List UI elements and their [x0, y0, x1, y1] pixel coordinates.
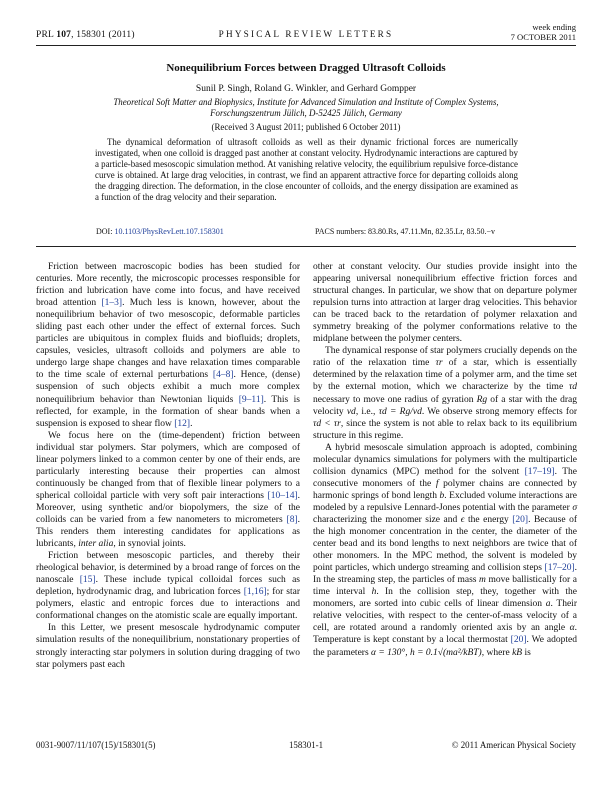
- text: other at constant velocity. Our studies provide insight into the appearing universal nonequilibrium effective friction forces and structural changes. In particular, we show that on departure polymer repulsion turns into attraction at larger drag velocities. This behavior can be traced back to the retardation of polymer relaxation and symmetry breaking of the polymer conformations relative to the midplane between the polymer centers.: [313, 262, 577, 345]
- text: . Excluded volume interactions are modeled by a repulsive Lennard-Jones potential with the parameter: [313, 490, 577, 513]
- abstract: The dynamical deformation of ultrasoft colloids as well as their dynamic frictional forces are numerically investigated, when one colloid is dragged past another at constant velocity. Hydrodynamic interactions are captured by a particle-based mesoscopic simulation method. At vanishing relative velocity, the equilibrium repulsive force-distance curve is obtained. At large drag velocities, in contrast, we find an apparent attractive force for departing colloids along the dragging direction. The deformation, in the close encounter of colloids, and the energy dissipation are examined as a function of the drag velocity and their separation.: [95, 137, 518, 203]
- left-column: [36, 261, 300, 671]
- page-number: 158301-1: [288, 740, 324, 750]
- text: . This is reflected, for example, in the formation of shear bands when a suspension is exposed to shear flow: [36, 394, 300, 429]
- article-code: 0031-9007/11/107(15)/158301(5): [36, 740, 156, 750]
- affiliation: [36, 97, 576, 119]
- citation-link[interactable]: [12]: [174, 418, 191, 429]
- citation-link[interactable]: [17–19]: [524, 466, 555, 477]
- text: of a star, which is essentially determined by the relaxation time of a polymer arm, and the time set by the external motion, which we characterize by the time: [313, 358, 578, 393]
- affiliation-line: Forschungszentrum Jülich, D-52425 Jülich, Germany: [210, 108, 402, 118]
- running-head: [36, 22, 576, 44]
- text: . We adopted the parameters: [313, 635, 577, 658]
- paragraph: [36, 261, 300, 430]
- math-symbol: f: [435, 478, 439, 489]
- text: , since the system is not able to relax back to its equilibrium structure in this regime.: [313, 418, 577, 441]
- citation-link[interactable]: [15]: [79, 575, 96, 586]
- page-footer: [36, 740, 576, 754]
- citation-link[interactable]: [4–8]: [212, 370, 234, 381]
- text: The dynamical response of star polymers crucially depends on the ratio of the relaxation time: [313, 346, 577, 369]
- paragraph: [36, 550, 300, 622]
- citation-link[interactable]: [1,16]: [243, 587, 267, 598]
- emphasis: inter alia: [78, 539, 114, 550]
- math-symbol: Rg: [476, 394, 488, 405]
- text: . Their relative velocities, with respect to the center-of-mass velocity of a cell, are rotated around a randomly oriented axis by an angle: [313, 599, 577, 634]
- text: A hybrid mesoscale simulation approach is adopted, combining molecular dynamics simulations for polymers with the multiparticle collision dynamics (MPC) method for the solvent: [313, 442, 577, 477]
- doi-link[interactable]: 10.1103/PhysRevLett.107.158301: [114, 227, 224, 236]
- text: necessary to move one radius of gyration: [313, 394, 477, 405]
- text: the energy: [464, 514, 513, 525]
- text: . These include typical colloidal forces such as depletion, hydrodynamic drag, and lubrication forces: [36, 575, 300, 598]
- paragraph: [36, 622, 300, 670]
- citation-link[interactable]: [1–3]: [101, 298, 123, 309]
- text: of a star with the drag velocity: [313, 394, 577, 417]
- pacs-numbers: PACS numbers: 83.80.Rs, 47.11.Mn, 82.35.Lr, 83.50.−v: [315, 227, 496, 236]
- text: is: [522, 647, 531, 658]
- paragraph: [313, 442, 577, 659]
- issue-date-value: 7 OCTOBER 2011: [510, 32, 576, 42]
- text: , in synovial joints.: [113, 539, 186, 550]
- text: Friction between macroscopic bodies has been studied for centuries. More recently, the microscopic processes responsible for friction and lubrication have come into focus, and have received broad attention: [36, 262, 300, 309]
- math-expression: α = 130°, h = 0.1√(ma²/kBT): [371, 647, 482, 658]
- text: . Hence, (dense) suspension of such objects exhibit a much more complex nonequilibrium behavior than Newtonian liquids: [36, 370, 300, 405]
- text: . This renders them interesting candidates for applications as lubricants,: [36, 514, 300, 550]
- math-symbol: τr: [435, 358, 443, 369]
- copyright: © 2011 American Physical Society: [451, 740, 576, 750]
- affiliation-line: Theoretical Soft Matter and Biophysics, Institute for Advanced Simulation and Institute of Complex Systems,: [113, 97, 499, 107]
- text: , where: [481, 647, 513, 658]
- week-ending-label: week ending: [532, 22, 576, 32]
- text: In this Letter, we present mesoscale hydrodynamic computer simulation results of the nonequilibrium, nonstationary properties of strongly interacting star polymers in solution during dragging of two star polymers past each: [36, 623, 300, 670]
- text: . Temperature is kept constant by a local thermostat: [313, 623, 577, 646]
- text: . In the collision step, they, together with the monomers, are sorted into cubic cells of linear dimension: [313, 587, 577, 610]
- math-expression: τd = Rg/vd: [378, 406, 422, 417]
- math-symbol: ϵ: [460, 514, 465, 525]
- journal-name: PHYSICAL REVIEW LETTERS: [218, 29, 394, 39]
- volume: 107: [56, 30, 72, 40]
- text: polymer chains are connected by harmonic springs of bond length: [313, 478, 578, 501]
- math-symbol: σ: [572, 502, 577, 513]
- text: . We observe strong memory effects for: [421, 406, 577, 417]
- citation-link[interactable]: [9–11]: [238, 394, 264, 405]
- math-symbol: α: [569, 623, 575, 634]
- math-symbol: kB: [512, 647, 523, 658]
- math-symbol: vd: [346, 406, 356, 417]
- right-column: [313, 261, 577, 659]
- article-title: Nonequilibrium Forces between Dragged Ultrasoft Colloids: [166, 62, 446, 74]
- citation-link[interactable]: [20]: [510, 635, 527, 646]
- citation-link[interactable]: [10–14]: [267, 490, 298, 501]
- issue-date: [511, 22, 576, 42]
- doi-label: DOI:: [96, 227, 113, 236]
- header-rule: [36, 45, 576, 46]
- text: ; for star polymers, elastic and entropic forces due to interactions and conformational changes on the atomistic scale are equally important.: [36, 587, 301, 622]
- journal-prefix: PRL: [36, 30, 54, 40]
- math-expression: τd < τr: [313, 418, 341, 429]
- text: move ballistically for a time interval: [313, 575, 577, 598]
- paragraph: [313, 261, 577, 345]
- text: . Because of the high monomer concentration in the center, the diameter of the center bead and its bond lengths to next neighbors are twice that of other monomers. In the MPC method, the solvent is modeled by point particles, which undergo streaming and collision steps: [313, 514, 577, 574]
- text: .: [190, 418, 193, 429]
- citation-link[interactable]: [20]: [512, 514, 529, 525]
- text: . In the streaming step, the particles of mass: [313, 563, 577, 586]
- text: . The consecutive monomers of the: [313, 466, 577, 489]
- math-symbol: h: [371, 587, 377, 598]
- text: . Much less is known, however, about the nonequilibrium behavior of two mesoscopic, deformable particles sliding past each other under the effect of external forces. Such particles are ubiquitous in complex fluids and biofluids; droplets, capsules, vesicles, ultrasoft colloids and polymers are able to undergo large shape changes and have relaxation times comparable to the time scale of external perturbations: [36, 298, 301, 381]
- text: Friction between mesoscopic particles, and thereby their rheological behavior, is determined by a broad range of forces on the nanoscale: [36, 551, 300, 586]
- received-date: (Received 3 August 2011; published 6 October 2011): [211, 122, 401, 132]
- text: We focus here on the (time-dependent) friction between individual star polymers. Star polymers, which are composed of linear polymers linked to a common center by one of their ends, are particularly interesting because their properties can almost continuously be changed from that of flexible linear polymers to a spherical colloidal particle with very soft pair interactions: [36, 430, 300, 501]
- math-symbol: m: [479, 575, 486, 586]
- text: characterizing the monomer size and: [313, 514, 461, 525]
- paragraph: [36, 430, 300, 550]
- author-list: Sunil P. Singh, Roland G. Winkler, and Gerhard Gompper: [195, 84, 417, 94]
- article-info: , 158301 (2011): [71, 30, 135, 40]
- citation-link[interactable]: [8]: [286, 514, 298, 525]
- text: . Moreover, using synthetic and/or biopolymers, the size of the colloids can be varied from a few nanometers to micrometers: [36, 490, 300, 525]
- abstract-rule: [36, 246, 576, 247]
- citation-link[interactable]: [17–20]: [544, 563, 575, 574]
- math-symbol: τd: [568, 382, 577, 393]
- paragraph: [313, 345, 577, 441]
- math-symbol: b: [439, 490, 445, 501]
- math-symbol: a: [545, 599, 551, 610]
- doi: [96, 227, 224, 236]
- text: , i.e.,: [355, 406, 379, 417]
